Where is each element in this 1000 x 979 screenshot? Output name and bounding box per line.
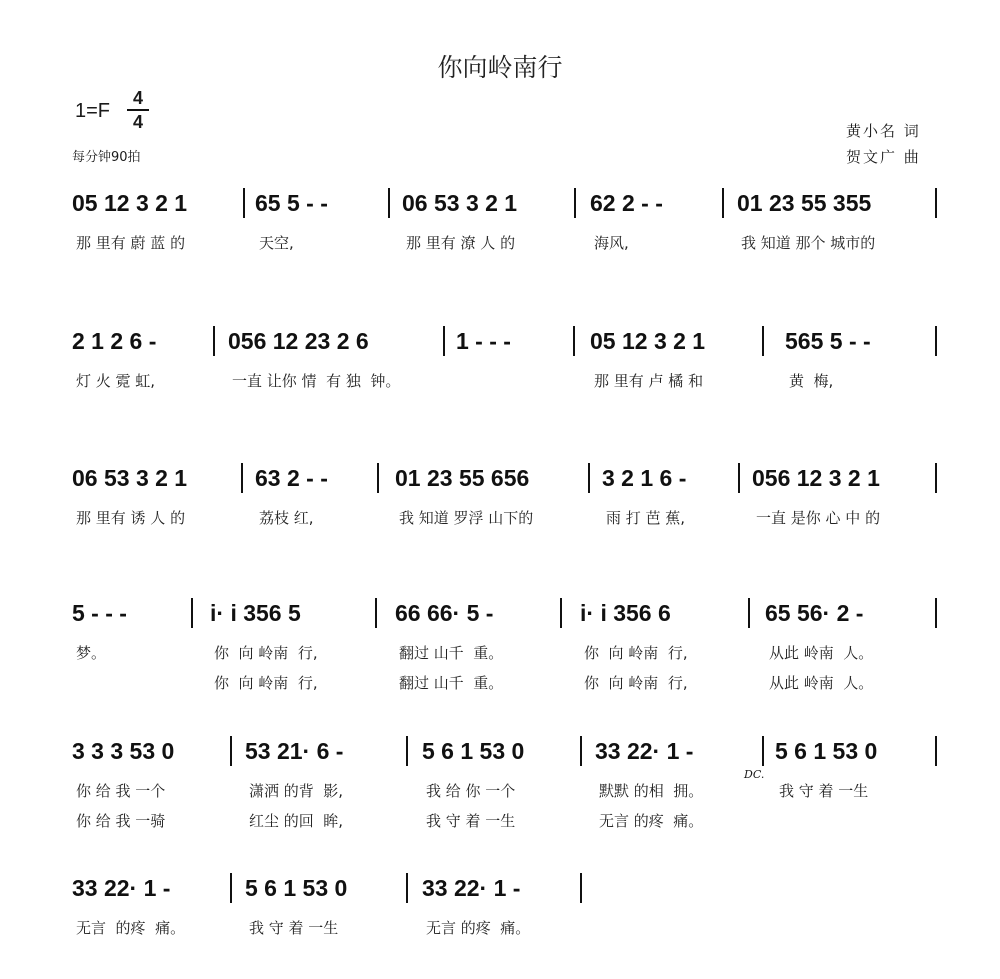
lyric-text: 无言 的疼 痛。 (426, 919, 531, 937)
lyric-text: 我 给 你 一个 (426, 782, 516, 800)
lyric-text: 雨 打 芭 蕉, (606, 509, 686, 527)
song-title: 你向岭南行 (437, 53, 563, 82)
bar-line (377, 463, 379, 493)
bar-line (443, 326, 445, 356)
measure-notes: 5 - - - (72, 600, 127, 626)
bar-line (580, 873, 582, 903)
lyric-text: 灯 火 霓 虹, (76, 372, 156, 390)
bar-line (722, 188, 724, 218)
lyric-text: 一直 让你 情 有 独 钟。 (232, 372, 401, 390)
measure-notes: 5 6 1 53 0 (245, 875, 348, 901)
measure-notes: 1 - - - (456, 328, 511, 354)
measure-notes: 5 6 1 53 0 (422, 738, 525, 764)
lyric-text: 你 向 岭南 行, (214, 674, 318, 692)
bar-line (748, 598, 750, 628)
lyric-text: 你 向 岭南 行, (214, 644, 318, 662)
bar-line (230, 873, 232, 903)
bar-line (935, 736, 937, 766)
lyric-text: 潇洒 的背 影, (249, 782, 344, 800)
time-sig-top: 4 (132, 88, 143, 108)
measure-notes: 63 2 - - (255, 465, 328, 491)
bar-line (573, 326, 575, 356)
tempo-marking: 每分钟90拍 (72, 150, 141, 165)
bar-line (738, 463, 740, 493)
composer-credit: 贺文广 曲 (846, 148, 921, 166)
time-sig-bottom: 4 (132, 112, 143, 132)
bar-line (935, 326, 937, 356)
bar-line (580, 736, 582, 766)
lyric-text: 默默 的相 拥。 (599, 782, 704, 800)
measure-notes: 62 2 - - (590, 190, 663, 216)
lyric-text: 从此 岭南 人。 (769, 674, 874, 692)
bar-line (241, 463, 243, 493)
lyric-text: 我 守 着 一生 (426, 812, 516, 830)
lyric-text: 梦。 (76, 644, 107, 662)
lyric-text: 我 守 着 一生 (249, 919, 339, 937)
measure-notes: 53 21· 6 - (245, 738, 344, 764)
lyric-text: 那 里有 蔚 蓝 的 (76, 234, 186, 252)
bar-line (560, 598, 562, 628)
lyric-text: 你 给 我 一个 (76, 782, 166, 800)
bar-line (935, 188, 937, 218)
lyric-text: 海风, (594, 234, 629, 252)
key-signature: 1=F (75, 100, 111, 122)
lyric-text: 翻过 山千 重。 (399, 674, 504, 692)
measure-notes: 33 22· 1 - (72, 875, 171, 901)
bar-line (191, 598, 193, 628)
lyricist-credit: 黄小名 词 (846, 122, 921, 140)
measure-notes: 06 53 3 2 1 (402, 190, 518, 216)
measure-notes: 33 22· 1 - (422, 875, 521, 901)
lyric-text: 你 给 我 一骑 (76, 812, 166, 830)
measure-notes: 3 3 3 53 0 (72, 738, 175, 764)
bar-line (574, 188, 576, 218)
lyric-text: 无言 的疼 痛。 (76, 919, 186, 937)
measure-notes: i· i 356 5 (210, 600, 301, 626)
bar-line (935, 598, 937, 628)
measure-notes: i· i 356 6 (580, 600, 671, 626)
lyric-text: 黄 梅, (789, 372, 834, 390)
bar-line (230, 736, 232, 766)
measure-notes: 05 12 3 2 1 (72, 190, 188, 216)
measure-notes: 06 53 3 2 1 (72, 465, 188, 491)
lyric-text: 无言 的疼 痛。 (599, 812, 704, 830)
bar-line (762, 326, 764, 356)
measure-notes: 01 23 55 656 (395, 465, 530, 491)
lyric-text: 你 向 岭南 行, (584, 674, 688, 692)
bar-line (213, 326, 215, 356)
lyric-text: 我 知道 罗浮 山下的 (399, 509, 534, 527)
lyric-text: 翻过 山千 重。 (399, 644, 504, 662)
lyric-text: 一直 是你 心 中 的 (756, 509, 881, 527)
measure-notes: 056 12 23 2 6 (228, 328, 369, 354)
measure-notes: 056 12 3 2 1 (752, 465, 880, 491)
da-capo-mark: DC. (744, 768, 765, 781)
lyric-text: 你 向 岭南 行, (584, 644, 688, 662)
measure-notes: 5 6 1 53 0 (775, 738, 878, 764)
lyric-text: 天空, (259, 234, 294, 252)
measure-notes: 565 5 - - (785, 328, 871, 354)
bar-line (762, 736, 764, 766)
bar-line (935, 463, 937, 493)
measure-notes: 66 66· 5 - (395, 600, 494, 626)
bar-line (375, 598, 377, 628)
time-signature (127, 88, 149, 132)
measure-notes: 3 2 1 6 - (602, 465, 687, 491)
lyric-text: 我 守 着 一生 (779, 782, 869, 800)
lyric-text: 荔枝 红, (259, 509, 314, 527)
measure-notes: 65 56· 2 - (765, 600, 864, 626)
measure-notes: 65 5 - - (255, 190, 328, 216)
bar-line (388, 188, 390, 218)
bar-line (406, 736, 408, 766)
bar-line (406, 873, 408, 903)
bar-line (243, 188, 245, 218)
lyric-text: 我 知道 那个 城市的 (741, 234, 876, 252)
lyric-text: 那 里有 潦 人 的 (406, 234, 516, 252)
lyric-text: 那 里有 卢 橘 和 (594, 372, 704, 390)
lyric-text: 红尘 的回 眸, (249, 812, 344, 830)
measure-notes: 33 22· 1 - (595, 738, 694, 764)
lyric-text: 从此 岭南 人。 (769, 644, 874, 662)
bar-line (588, 463, 590, 493)
measure-notes: 05 12 3 2 1 (590, 328, 706, 354)
lyric-text: 那 里有 诱 人 的 (76, 509, 186, 527)
measure-notes: 2 1 2 6 - (72, 328, 157, 354)
measure-notes: 01 23 55 355 (737, 190, 872, 216)
